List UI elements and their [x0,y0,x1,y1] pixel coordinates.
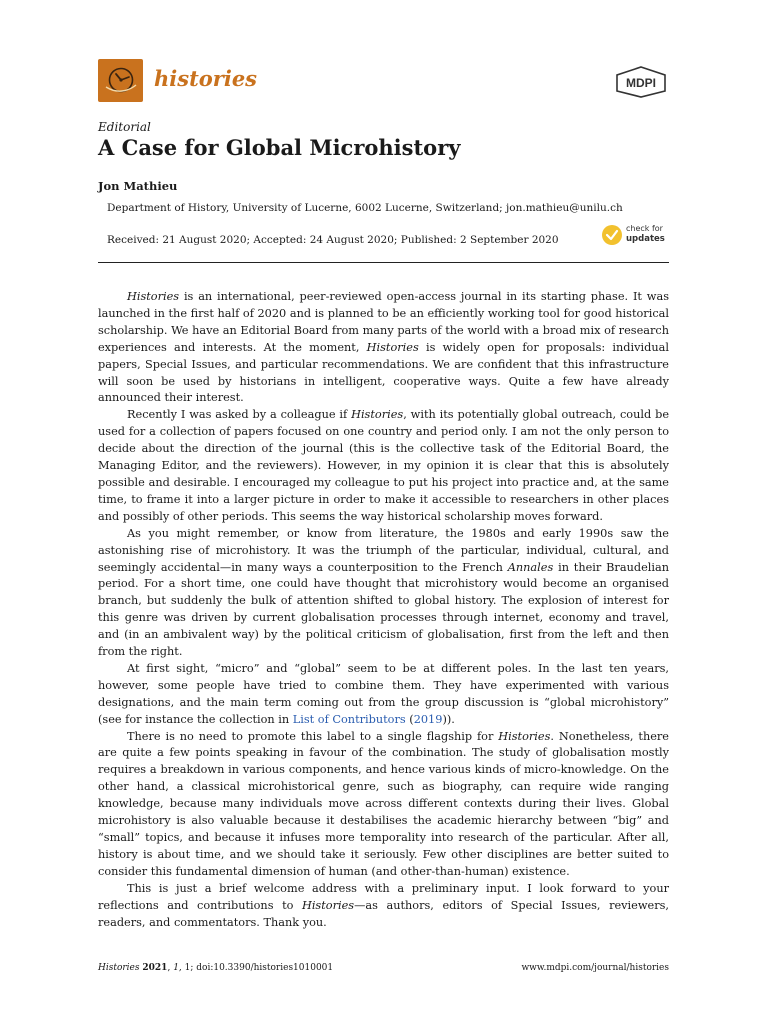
text-run: —as authors, editors of Special Issues, reviewers, readers, and commentators. Thank you. [98,898,669,929]
journal-ref: Histories [366,340,419,354]
header-divider [98,262,669,263]
citation-link-year[interactable]: 2019 [413,712,443,726]
publisher-name: MDPI [626,76,656,90]
text-run: is widely open for proposals: individual papers, Special Issues, and particular recommendations. We are confident that this infrastructure will soon be used by historians in intelligent, cooperative ways. Quite a few have already announced their interest. [98,340,669,405]
journal-ref: Histories [127,290,180,303]
text-run: Recently I was asked by a colleague if [127,408,352,422]
paragraph-4 [98,661,669,729]
text-run: . Nonetheless, there are quite a few points speaking in favour of the combination. The study of globalisation mostly requires a breakdown in various components, and hence various kinds of micro-knowledge. On the other hand, a classical microhistorical genre, such as biography, can require wide ranging knowledge, because many individuals move across different contexts during their lives. Global microhistory is also valuable because it destabilises the academic hierarchy between “big” and “small” topics, and because it infuses more temporality into research of the particular. After all, history is about time, and we should take it seriously. Few other disciplines are better suited to consider this fundamental dimension of human (and other-than-human) existence. [98,729,669,878]
footer-volume: 1 [173,963,179,973]
journal-logo [98,59,143,102]
article-type: Editorial [98,120,151,134]
paragraph-6 [98,881,669,932]
journal-ref: Histories [301,898,355,912]
text-run: At first sight, “micro” and “global” seem to be at different poles. In the last ten years, however, some people have tried to combine them. They have experimented with various designations, and the main term coming out from the group discussion is “global microhistory” (see for instance the collection in [98,661,669,726]
journal-name[interactable]: histories [154,66,258,91]
text-run: , with its potentially global outreach, could be used for a collection of papers focused on one country and period only. I am not the only person to decide about the direction of the journal (this is the collective task of the Editorial Board, the Managing Editor, and the reviewers). However, in my opinion it is clear that this is absolutely possible and desirable. I encouraged my colleague to put his project into practice and, at the same time, to frame it into a larger picture in order to make it accessible to researchers in other places and possibly of other periods. This seems the way historical scholarship moves forward. [98,408,670,523]
check-icon [602,225,622,245]
check-for-updates-label[interactable] [626,224,665,244]
article-title: A Case for Global Microhistory [98,135,461,160]
paragraph-5 [98,729,669,881]
journal-ref: Histories [351,408,404,422]
text-run: As you might remember, or know from literature, the 1980s and early 1990s saw the astonishing rise of microhistory. It was the triumph of the particular, individual, cultural, and seemingly accidental—in many ways a counterposition to the French [98,526,669,574]
check-updates-line1: check for [626,224,663,233]
text-run: There is no need to promote this label to a single flagship for [127,729,499,743]
check-updates-line2: updates [626,234,665,244]
author-name: Jon Mathieu [98,179,178,193]
text-run: in their Braudelian period. For a short time, one could have thought that microhistory would become an organised branch, but suddenly the bulk of attention shifted to global history. The explosion of interest for this genre was driven by current globalisation processes through internet, economy and travel, and (in an ambivalent way) by the political criticism of globalisation, first from the left and then from the right. [98,560,669,659]
text-run: is an international, peer-reviewed open-access journal in its starting phase. It was launched in the first half of 2020 and is planned to be an efficiently working tool for good historical scholarship. We have an Editorial Board from many parts of the world with a broad mix of research experiences and interests. At the moment, [98,290,669,354]
text-run: ( [405,712,414,726]
citation-link-contributors[interactable]: List of Contributors [292,712,406,726]
footer-doi: , 1; doi:10.3390/histories1010001 [178,963,334,973]
text-run: )). [442,712,455,726]
paragraph-1 [98,289,669,407]
mdpi-logo[interactable] [613,66,669,98]
annales-ref: Annales [507,560,554,574]
footer-journal: Histories [98,963,140,973]
text-run: This is just a brief welcome address with a preliminary input. I look forward to your reflections and contributions to [98,881,669,912]
clock-icon [98,59,143,102]
footer-citation: Histories 2021, 1, 1; doi:10.3390/histories1010001 [98,963,334,973]
paragraph-3 [98,526,669,661]
author-affiliation: Department of History, University of Lucerne, 6002 Lucerne, Switzerland; jon.mathieu@unilu.ch [107,202,623,214]
journal-ref: Histories [498,729,551,743]
article-body [98,289,669,931]
footer-year: 2021 [142,963,168,973]
footer-url[interactable]: www.mdpi.com/journal/histories [521,963,669,973]
publication-dates: Received: 21 August 2020; Accepted: 24 August 2020; Published: 2 September 2020 [107,234,559,246]
paragraph-2 [98,407,669,525]
